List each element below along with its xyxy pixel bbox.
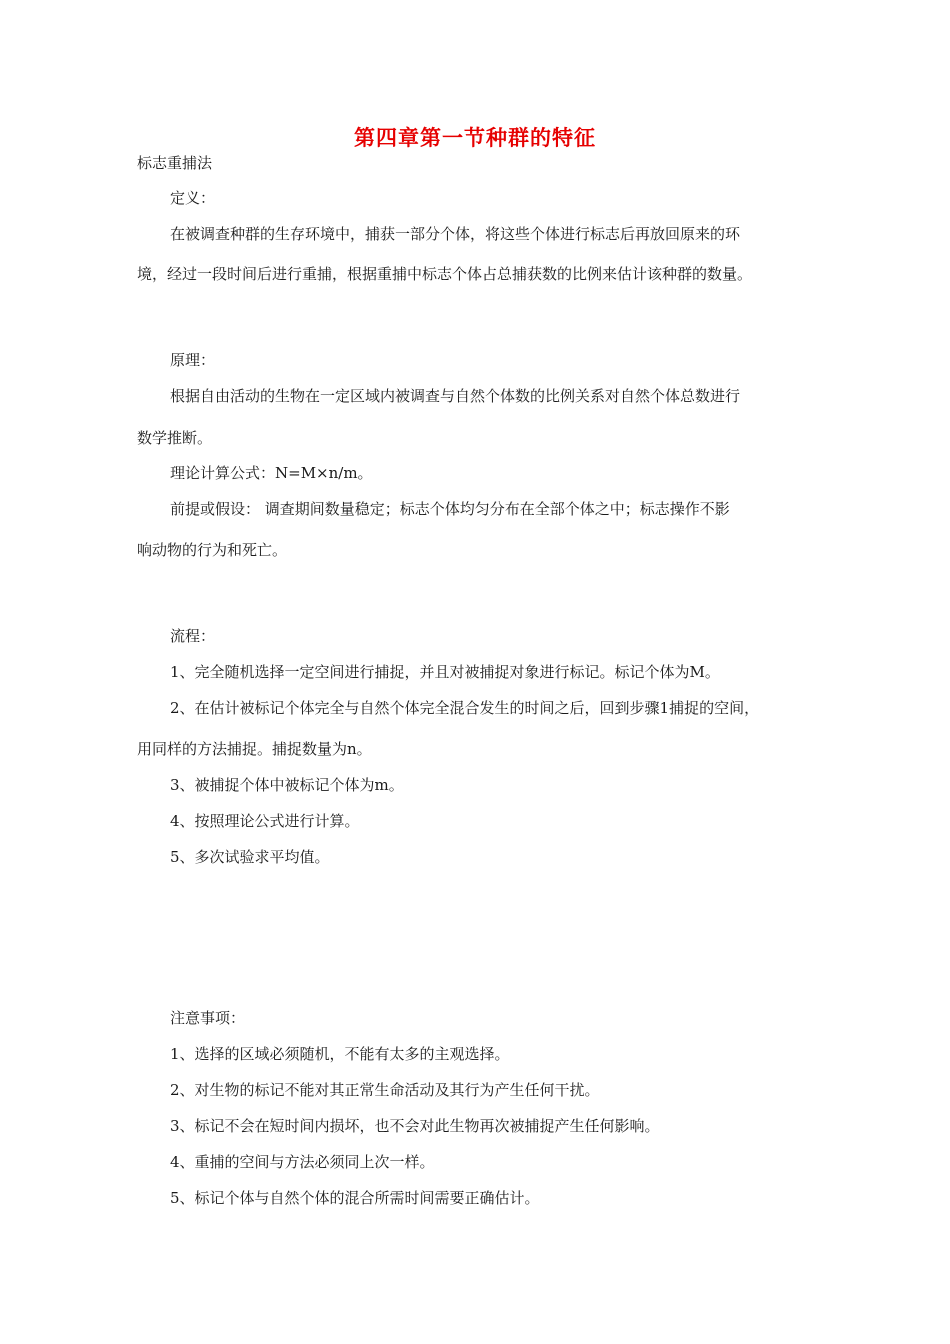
note-1: 1、选择的区域必须随机，不能有太多的主观选择。 <box>170 1045 510 1063</box>
procedure-step5: 5、多次试验求平均值。 <box>170 848 330 866</box>
note-2: 2、对生物的标记不能对其正常生命活动及其行为产生任何干扰。 <box>170 1081 600 1099</box>
procedure-step4: 4、按照理论公式进行计算。 <box>170 812 360 830</box>
note-4: 4、重捕的空间与方法必须同上次一样。 <box>170 1153 435 1171</box>
principle-label: 原理： <box>170 351 216 369</box>
document-title: 第四章第一节种群的特征 <box>354 125 596 150</box>
note-3: 3、标记不会在短时间内损坏，也不会对此生物再次被捕捉产生任何影响。 <box>170 1117 660 1135</box>
formula-text: 理论计算公式：N=M×n/m。 <box>170 464 373 482</box>
definition-text-line1: 在被调查种群的生存环境中，捕获一部分个体，将这些个体进行标志后再放回原来的环 <box>170 225 741 243</box>
procedure-label: 流程： <box>170 627 216 645</box>
procedure-step1: 1、完全随机选择一定空间进行捕捉，并且对被捕捉对象进行标记。标记个体为M。 <box>170 663 720 681</box>
definition-label: 定义： <box>170 189 216 207</box>
assumption-line1: 前提或假设： 调查期间数量稳定；标志个体均匀分布在全部个体之中；标志操作不影 <box>170 500 730 518</box>
definition-text-line2: 境，经过一段时间后进行重捕，根据重捕中标志个体占总捕获数的比例来估计该种群的数量。 <box>137 265 753 283</box>
method-heading: 标志重捕法 <box>137 154 213 172</box>
assumption-line2: 响动物的行为和死亡。 <box>137 541 288 559</box>
note-5: 5、标记个体与自然个体的混合所需时间需要正确估计。 <box>170 1189 540 1207</box>
principle-text-line2: 数学推断。 <box>137 429 213 447</box>
procedure-step3: 3、被捕捉个体中被标记个体为m。 <box>170 776 404 794</box>
procedure-step2-line2: 用同样的方法捕捉。捕捉数量为n。 <box>137 740 372 758</box>
notes-label: 注意事项： <box>170 1009 246 1027</box>
principle-text-line1: 根据自由活动的生物在一定区域内被调查与自然个体数的比例关系对自然个体总数进行 <box>170 387 741 405</box>
procedure-step2-line1: 2、在估计被标记个体完全与自然个体完全混合发生的时间之后，回到步骤1捕捉的空间， <box>170 699 760 717</box>
